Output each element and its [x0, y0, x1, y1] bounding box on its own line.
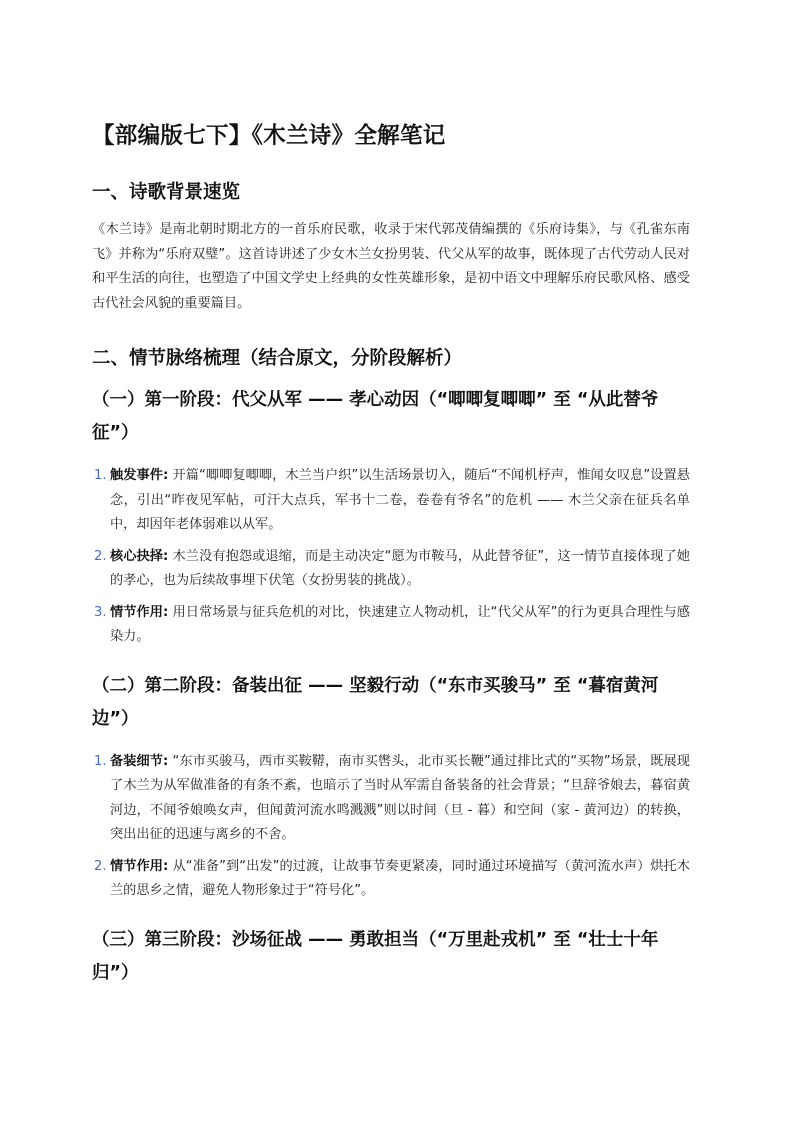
list-number: 3. [94, 604, 107, 620]
item-text: 开篇“唧唧复唧唧，木兰当户织”以生活场景切入，随后“不闻机杼声，惟闻女叹息”设置悬念，引出“昨夜见军帖，可汗大点兵，军书十二卷，卷卷有爷名”的危机 —— 木兰父亲在征兵名单中，却因年老体弱难以从军。 [110, 468, 690, 532]
list-number: 2. [94, 858, 107, 874]
item-text: 从“准备”到“出发”的过渡，让故事节奏更紧凑，同时通过环境描写（黄河流水声）烘托木兰的思乡之情，避免人物形象过于“符号化”。 [110, 858, 690, 898]
list-item [92, 601, 690, 650]
stage-2-list [92, 750, 690, 904]
item-text: “东市买骏马，西市买鞍鞯，南市买辔头，北市买长鞭”通过排比式的“买物”场景，既展现了木兰为从军做准备的有条不紊，也暗示了当时从军需自备装备的社会背景；“旦辞爷娘去，暮宿黄河边，不闻爷娘唤女声，但闻黄河流水鸣溅溅”则以时间（旦 - 暮）和空间（家 - 黄河边）的转换，突出出征的迅速与离乡的不舍。 [110, 753, 690, 842]
list-number: 1. [94, 753, 107, 769]
list-number: 1. [94, 468, 107, 483]
stage-1-list [92, 464, 690, 650]
list-number: 2. [94, 548, 107, 564]
item-label: 情节作用: [110, 604, 169, 620]
document-title: 【部编版七下】《木兰诗》全解笔记 [92, 123, 446, 149]
list-item [92, 750, 690, 848]
item-label: 核心抉择: [110, 548, 169, 564]
list-item [92, 545, 690, 594]
list-item [92, 464, 690, 538]
item-label: 情节作用: [110, 858, 169, 874]
item-label: 备装细节: [110, 753, 169, 769]
section-heading-background: 一、诗歌背景速览 [92, 182, 241, 203]
item-text: 木兰没有抱怨或退缩，而是主动决定“愿为市鞍马，从此替爷征”，这一情节直接体现了她的孝心，也为后续故事埋下伏笔（女扮男装的挑战）。 [110, 548, 690, 588]
stage-3-heading: （三）第三阶段：沙场征战 —— 勇敢担当（“万里赴戎机” 至 “壮士十年归”） [92, 929, 659, 983]
stage-1-heading: （一）第一阶段：代父从军 —— 孝心动因（“唧唧复唧唧” 至 “从此替爷征”） [92, 390, 659, 443]
list-item [92, 855, 690, 904]
background-paragraph: 《木兰诗》是南北朝时期北方的一首乐府民歌，收录于宋代郭茂倩编撰的《乐府诗集》，与《孔雀东南飞》并称为“乐府双璧”。这首诗讲述了少女木兰女扮男装、代父从军的故事，既体现了古代劳动人民对和平生活的向往，也塑造了中国文学史上经典的女性英雄形象，是初中语文中理解乐府民歌风格、感受古代社会风貌的重要篇目。 [92, 222, 690, 311]
stage-2-heading: （二）第二阶段：备装出征 —— 坚毅行动（“东市买骏马” 至 “暮宿黄河边”） [92, 675, 659, 729]
item-label: 触发事件: [110, 468, 169, 483]
section-heading-plot: 二、情节脉络梳理（结合原文，分阶段解析） [92, 348, 463, 369]
item-text: 用日常场景与征兵危机的对比，快速建立人物动机，让“代父从军”的行为更具合理性与感染力。 [110, 604, 690, 644]
